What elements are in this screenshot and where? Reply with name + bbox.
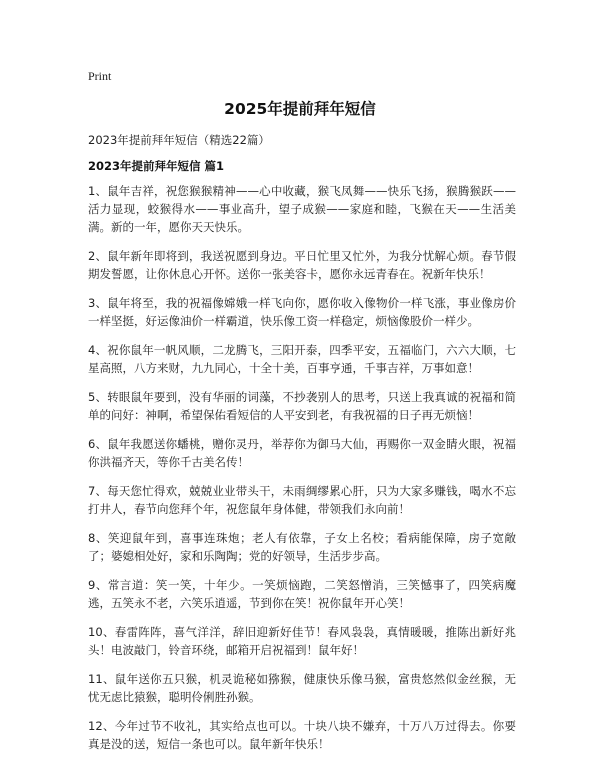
message-item: 10、春雷阵阵，喜气洋洋，辞旧迎新好佳节！春风袅袅，真情暖暖，推陈出新好兆头！电波敲门，铃音环绕，邮箱开启祝福到！鼠年好！ <box>88 625 516 657</box>
message-item: 7、每天您忙得欢，兢兢业业带头干，未雨绸缪累心肝，只为大家多赚钱，喝水不忘打井人，春节向您拜个年，祝您鼠年身体健，带领我们永向前！ <box>88 484 516 516</box>
section-heading: 2023年提前拜年短信 篇1 <box>88 159 225 173</box>
message-item: 9、常言道：笑一笑，十年少。一笑烦恼跑，二笑怒憎消，三笑憾事了，四笑病魔逃，五笑永不老，六笑乐逍遥，节到你在笑！祝你鼠年开心笑！ <box>88 578 516 610</box>
message-item: 5、转眼鼠年要到，没有华丽的词藻，不抄袭别人的思考，只送上我真诚的祝福和简单的问好：神啊，希望保佑看短信的人平安到老，有我祝福的日子再无烦恼！ <box>88 390 516 422</box>
message-item: 3、鼠年将至，我的祝福像嫦娥一样飞向你，愿你收入像物价一样飞涨，事业像房价一样坚挺，好运像油价一样霸道，快乐像工资一样稳定，烦恼像股价一样少。 <box>88 296 516 328</box>
message-item: 8、笑迎鼠年到，喜事连珠炮；老人有依靠，子女上名校；看病能保障，房子宽敞了；婆媳相处好，家和乐陶陶；党的好领导，生活步步高。 <box>88 531 516 563</box>
message-item: 12、今年过节不收礼，其实给点也可以。十块八块不嫌弃，十万八万过得去。你要真是没的送，短信一条也可以。鼠年新年快乐！ <box>88 719 516 751</box>
page-title: 2025年提前拜年短信 <box>224 100 376 118</box>
print-label: Print <box>88 69 112 83</box>
message-item: 6、鼠年我愿送你蟠桃，赠你灵丹，举荐你为御马大仙，再赐你一双金睛火眼，祝福你洪福齐天，等你千古美名传！ <box>88 437 516 469</box>
message-list <box>88 182 516 764</box>
document-subtitle: 2023年提前拜年短信（精选22篇） <box>88 133 270 147</box>
message-item: 1、鼠年吉祥，祝您猴猴精神——心中收藏，猴飞凤舞——快乐飞扬，猴腾猴跃——活力显现，蛟猴得水——事业高升，望子成猴——家庭和睦，飞猴在天——生活美满。新的一年，愿你天天快乐。 <box>88 184 516 234</box>
message-item: 2、鼠年新年即将到，我送祝愿到身边。平日忙里又忙外，为我分忧解心烦。春节假期发誓愿，让你休息心开怀。送你一张美容卡，愿你永远青春在。祝新年快乐！ <box>88 249 516 281</box>
message-item: 11、鼠年送你五只猴，机灵诡秘如猕猴，健康快乐像马猴，富贵悠然似金丝猴，无忧无虑比猿猴，聪明伶俐胜孙猴。 <box>88 672 516 704</box>
message-item: 4、祝你鼠年一帆风顺，二龙腾飞，三阳开泰，四季平安，五福临门，六六大顺，七星高照，八方来财，九九同心，十全十美，百事亨通，千事吉祥，万事如意！ <box>88 343 516 375</box>
